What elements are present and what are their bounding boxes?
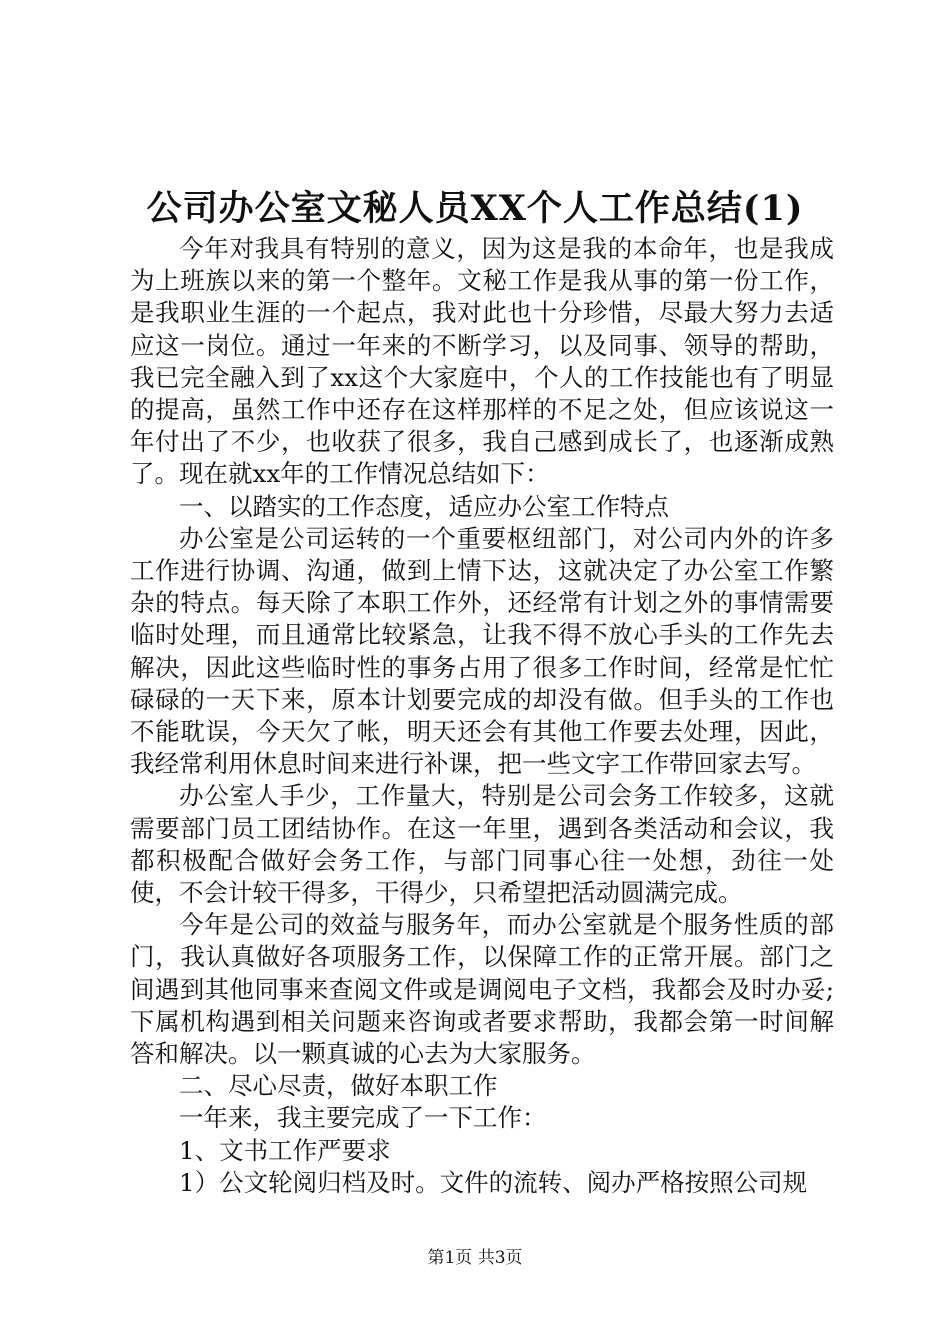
- paragraph: 办公室人手少，工作量大，特别是公司会务工作较多，这就需要部门员工团结协作。在这一年里，遇到各类活动和会议，我都积极配合做好会务工作，与部门同事心往一处想，劲往一处使，不会计较干得多，干得少，只希望把活动圆满完成。: [130, 781, 834, 908]
- paragraph-intro: 今年对我具有特别的意义，因为这是我的本命年，也是我成为上班族以来的第一个整年。文秘工作是我从事的第一份工作，是我职业生涯的一个起点，我对此也十分珍惜，尽最大努力去适应这一岗位。通过一年来的不断学习，以及同事、领导的帮助，我已完全融入到了xx这个大家庭中，个人的工作技能也有了明显的提高，虽然工作中还存在这样那样的不足之处，但应该说这一年付出了不少，也收获了很多，我自己感到成长了，也逐渐成熟了。现在就xx年的工作情况总结如下：: [130, 234, 834, 489]
- paragraph: 一年来，我主要完成了一下工作：: [179, 1103, 547, 1133]
- subsection-heading: 1、文书工作严要求: [179, 1135, 391, 1165]
- paragraph: 办公室是公司运转的一个重要枢纽部门，对公司内外的许多工作进行协调、沟通，做到上情下达，这就决定了办公室工作繁杂的特点。每天除了本职工作外，还经常有计划之外的事情需要临时处理，而且通常比较紧急，让我不得不放心手头的工作先去解决，因此这些临时性的事务占用了很多工作时间，经常是忙忙碌碌的一天下来，原本计划要完成的却没有做。但手头的工作也不能耽误，今天欠了帐，明天还会有其他工作要去处理，因此，我经常利用休息时间来进行补课，把一些文字工作带回家去写。: [130, 523, 834, 779]
- document-title: 公司办公室文秘人员XX个人工作总结(1): [146, 188, 804, 229]
- list-item: 1）公文轮阅归档及时。文件的流转、阅办严格按照公司规: [179, 1167, 808, 1197]
- section-heading-2: 二、尽心尽责，做好本职工作: [179, 1071, 498, 1101]
- section-heading-1: 一、以踏实的工作态度，适应办公室工作特点: [179, 491, 669, 521]
- document-body: [130, 233, 834, 1199]
- paragraph: 今年是公司的效益与服务年，而办公室就是个服务性质的部门，我认真做好各项服务工作，以保障工作的正常开展。部门之间遇到其他同事来查阅文件或是调阅电子文档，我都会及时办妥;下属机构遇到相关问题来咨询或者要求帮助，我都会第一时间解答和解决。以一颗真诚的心去为大家服务。: [130, 910, 834, 1069]
- page-number: 第1页 共3页: [427, 1248, 523, 1268]
